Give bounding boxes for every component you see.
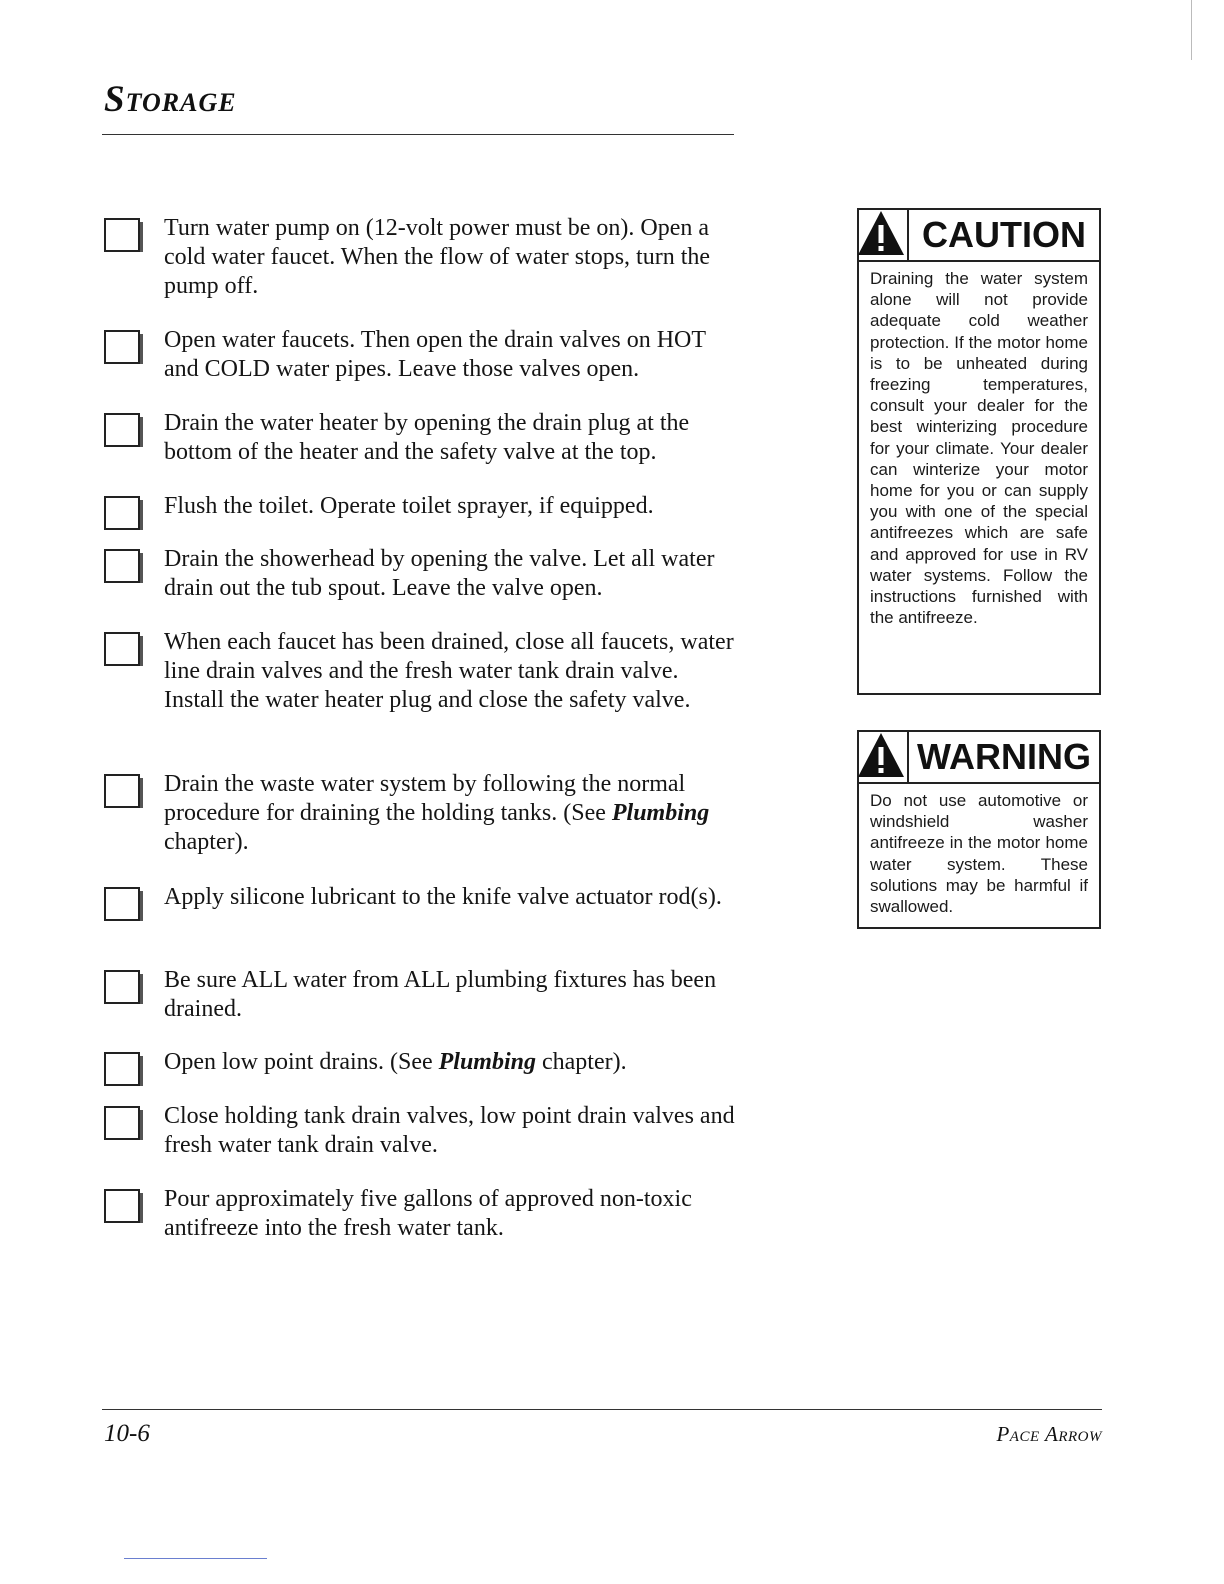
checklist-item-text: Flush the toilet. Operate toilet sprayer, if equipped.	[164, 493, 654, 519]
checkbox[interactable]	[104, 774, 140, 808]
warning-text: Do not use automotive or windshield washer antifreeze in the motor home water system. These solutions may be harmful if swallowed.	[870, 791, 1088, 917]
checklist-item-text: Be sure ALL water from ALL plumbing fixtures has been drained.	[164, 967, 717, 1022]
checkbox[interactable]	[104, 1052, 140, 1086]
checklist-item-text: Drain the waste water system by following the normal procedure for draining the holding tanks. (See Plumbing chapter).	[164, 771, 710, 855]
exclamation-triangle-icon	[856, 730, 906, 780]
book-title: Pace Arrow	[996, 1422, 1102, 1446]
checkbox[interactable]	[104, 632, 140, 666]
page-title: Storage	[104, 79, 237, 120]
checklist-item-text: Drain the showerhead by opening the valve. Let all water drain out the tub spout. Leave the valve open.	[164, 546, 715, 601]
footer-divider	[102, 1409, 1102, 1410]
warning-header	[859, 732, 1099, 784]
checkbox[interactable]	[104, 1189, 140, 1223]
scan-edge-mark	[1191, 0, 1222, 60]
checkbox[interactable]	[104, 413, 140, 447]
checklist-item-text: When each faucet has been drained, close all faucets, water line drain valves and the fresh water tank drain valve. Install the water heater plug and close the safety valve.	[164, 629, 734, 713]
plumbing-reference: Plumbing	[611, 800, 710, 826]
checklist-item-text: Apply silicone lubricant to the knife valve actuator rod(s).	[164, 884, 722, 910]
checkbox[interactable]	[104, 1106, 140, 1140]
checklist-item-text: Close holding tank drain valves, low point drain valves and fresh water tank drain valve.	[164, 1103, 735, 1158]
checkbox[interactable]	[104, 970, 140, 1004]
exclamation-triangle-icon	[856, 208, 906, 258]
checklist-item-text: Open water faucets. Then open the drain valves on HOT and COLD water pipes. Leave those valves open.	[164, 327, 706, 382]
scan-underline-mark	[124, 1558, 267, 1559]
warning-title: WARNING	[907, 732, 1099, 782]
caution-header	[859, 210, 1099, 262]
checkbox[interactable]	[104, 549, 140, 583]
checklist-item-text: Drain the water heater by opening the drain plug at the bottom of the heater and the safety valve at the top.	[164, 410, 690, 465]
title-divider	[102, 134, 734, 135]
checkbox[interactable]	[104, 496, 140, 530]
page-number: 10-6	[104, 1420, 150, 1447]
plumbing-reference: Plumbing	[438, 1049, 536, 1075]
checkbox[interactable]	[104, 887, 140, 921]
checkbox[interactable]	[104, 218, 140, 252]
warning-box	[857, 730, 1101, 929]
checkbox[interactable]	[104, 330, 140, 364]
checklist-item-text: Open low point drains. (See Plumbing chapter).	[164, 1049, 627, 1075]
caution-title: CAUTION	[907, 210, 1099, 260]
checklist-item-text: Pour approximately five gallons of approved non-toxic antifreeze into the fresh water tank.	[164, 1186, 692, 1241]
caution-box	[857, 208, 1101, 695]
caution-text: Draining the water system alone will not provide adequate cold weather protection. If the motor home is to be unheated during freezing temperatures, consult your dealer for the best winterizing procedure for your climate. Your dealer can winterize your motor home for you or can supply you with one of the special antifreezes which are safe and approved for use in RV water systems. Follow the instructions furnished with the antifreeze.	[870, 269, 1088, 628]
checklist-item-text: Turn water pump on (12-volt power must be on). Open a cold water faucet. When the flow of water stops, turn the pump off.	[164, 215, 711, 299]
